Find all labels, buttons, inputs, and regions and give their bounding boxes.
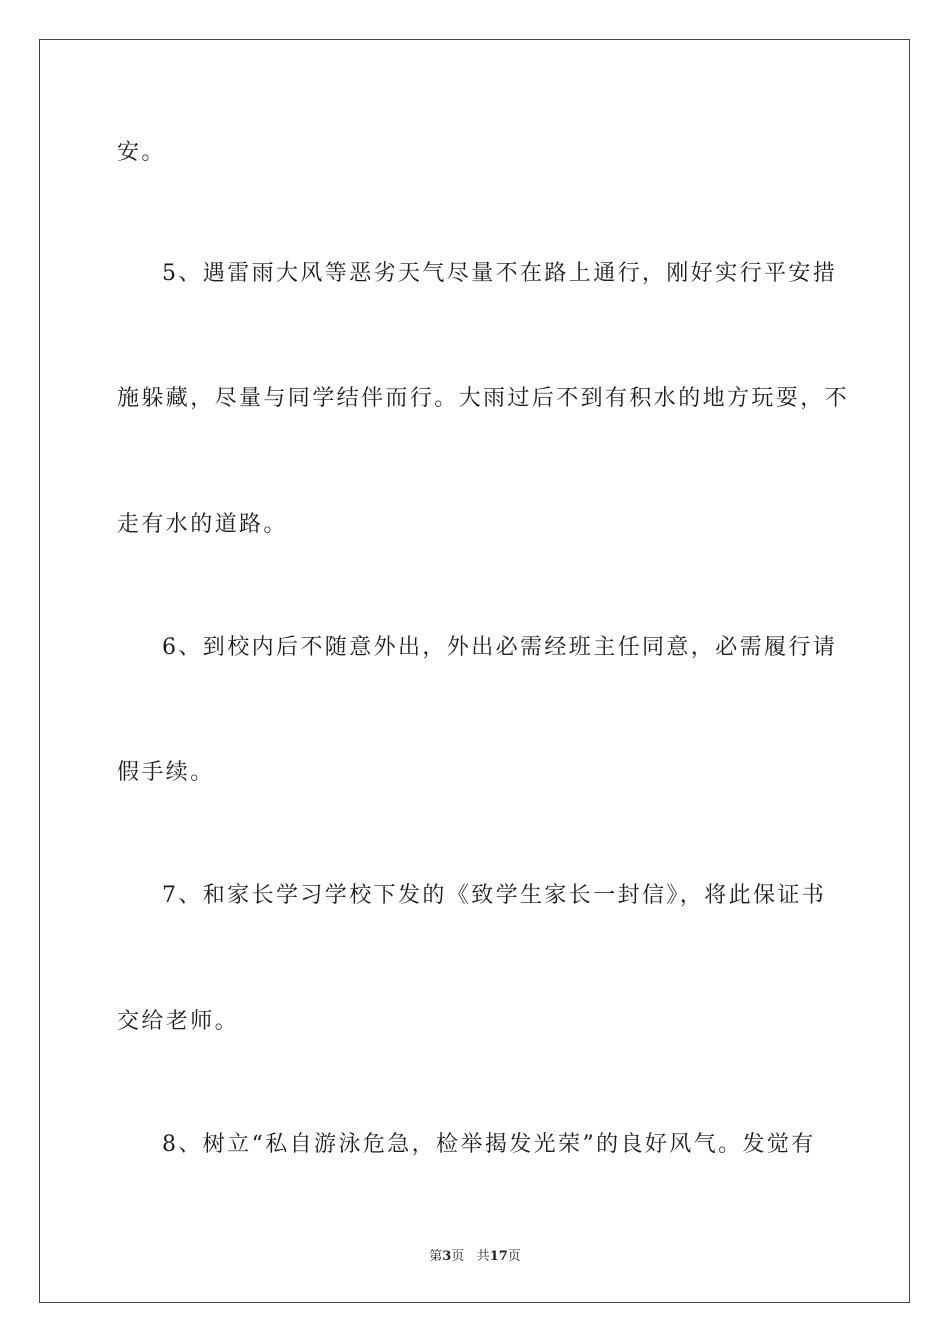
text-line-1: 安。 xyxy=(117,140,166,165)
text-line-2: 5、遇雷雨大风等恶劣天气尽量不在路上通行，刚好实行平安措 xyxy=(162,261,838,286)
page-border xyxy=(39,39,910,1303)
text-line-4: 走有水的道路。 xyxy=(117,512,288,537)
footer-total-pages: 17 xyxy=(489,1249,508,1264)
text-line-6: 假手续。 xyxy=(117,760,215,785)
page-footer xyxy=(0,1248,950,1266)
footer-page-number: 3 xyxy=(442,1249,452,1264)
text-line-8: 交给老师。 xyxy=(117,1009,240,1034)
text-line-9: 8、树立“私自游泳危急，检举揭发光荣”的良好风气。发觉有 xyxy=(162,1132,816,1157)
text-line-7: 7、和家长学习学校下发的《致学生家长一封信》，将此保证书 xyxy=(162,883,827,908)
footer-total-prefix: 共 xyxy=(476,1249,490,1264)
footer-total-suffix: 页 xyxy=(507,1249,521,1264)
text-line-3: 施躲藏，尽量与同学结伴而行。大雨过后不到有积水的地方玩耍，不 xyxy=(117,386,850,411)
footer-page-prefix: 第 xyxy=(429,1249,443,1264)
text-line-5: 6、到校内后不随意外出，外出必需经班主任同意，必需履行请 xyxy=(162,635,838,660)
footer-page-suffix: 页 xyxy=(451,1249,465,1264)
